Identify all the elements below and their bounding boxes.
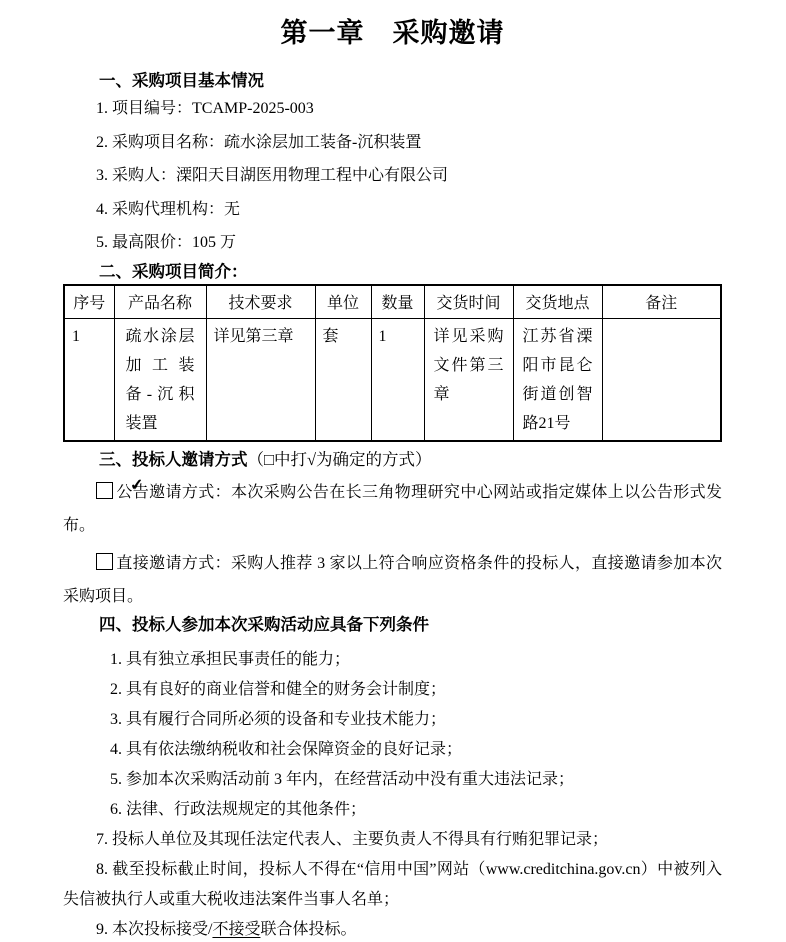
- table-row: [64, 318, 721, 441]
- condition-item-4: 4. 具有依法缴纳税收和社会保障资金的良好记录；: [110, 740, 463, 758]
- table-header-row: [64, 285, 721, 319]
- col-header-unit: 单位: [315, 285, 371, 319]
- basic-info-item-1: 1. 项目编号：TCAMP-2025-003: [96, 100, 314, 117]
- condition-item-2: 2. 具有良好的商业信誉和健全的财务会计制度；: [110, 680, 447, 698]
- section-3-heading-text: 三、投标人邀请方式: [99, 449, 248, 469]
- col-header-remark: 备注: [602, 285, 721, 319]
- section-4-items: [63, 645, 722, 942]
- condition-item-9-prefix: 9. 本次投标接受/: [96, 920, 213, 938]
- col-header-product: 产品名称: [114, 285, 206, 319]
- col-header-qty: 数量: [371, 285, 424, 319]
- condition-item-9-underlined: 不接受: [212, 920, 261, 938]
- col-header-seq: 序号: [64, 285, 114, 319]
- invitation-option-direct: [63, 547, 722, 613]
- condition-item-3: 3. 具有履行合同所必须的设备和专业技术能力；: [110, 710, 447, 728]
- condition-item-6: 6. 法律、行政法规规定的其他条件；: [110, 800, 367, 818]
- cell-remark: [602, 318, 721, 441]
- option-announcement-text: 公告邀请方式：本次采购公告在长三角物理研究中心网站或指定媒体上以公告形式发布。: [63, 483, 722, 534]
- section-2-heading: 二、采购项目简介：: [99, 261, 248, 281]
- cell-delivery-place: 江苏省溧阳市昆仑街道创智路21号: [513, 318, 602, 441]
- section-4-heading: 四、投标人参加本次采购活动应具备下列条件: [99, 614, 429, 634]
- checkbox-checked-icon: [96, 482, 113, 499]
- basic-info-item-4: 4. 采购代理机构：无: [96, 200, 241, 218]
- procurement-summary-table: [63, 284, 722, 442]
- condition-item-7: 7. 投标人单位及其现任法定代表人、主要负责人不得具有行贿犯罪记录；: [96, 830, 609, 848]
- chapter-title: 第一章 采购邀请: [280, 18, 505, 48]
- cell-qty: 1: [371, 318, 424, 441]
- invitation-option-announcement: [63, 476, 722, 542]
- condition-item-5: 5. 参加本次采购活动前 3 年内，在经营活动中没有重大违法记录；: [110, 770, 575, 788]
- section-1-heading: 一、采购项目基本情况: [99, 71, 264, 90]
- cell-tech: 详见第三章: [206, 318, 315, 441]
- cell-delivery-time: 详见采购文件第三章: [424, 318, 513, 441]
- col-header-tech: 技术要求: [206, 285, 315, 319]
- condition-item-1: 1. 具有独立承担民事责任的能力；: [110, 650, 351, 668]
- basic-info-item-5: 5. 最高限价：105 万: [96, 234, 237, 251]
- col-header-delivery-time: 交货时间: [424, 285, 513, 319]
- cell-unit: 套: [315, 318, 371, 441]
- condition-item-8: 8. 截至投标截止时间，投标人不得在“信用中国”网站（www.creditchina.gov.cn）中被列入失信被执行人或重大税收违法案件当事人名单；: [63, 860, 722, 908]
- cell-seq: 1: [64, 318, 114, 441]
- section-3-heading-note: （□中打√为确定的方式）: [247, 449, 432, 469]
- basic-info-item-3: 3. 采购人：溧阳天目湖医用物理工程中心有限公司: [96, 167, 449, 184]
- condition-item-9: [63, 915, 722, 942]
- section-3-heading: [63, 449, 722, 471]
- col-header-delivery-place: 交货地点: [513, 285, 602, 319]
- basic-info-item-2: 2. 采购项目名称：疏水涂层加工装备-沉积装置: [96, 133, 422, 151]
- section-1-items: [63, 92, 722, 260]
- cell-product: 疏水涂层加工装备-沉积装置: [114, 318, 206, 441]
- option-direct-text: 直接邀请方式：采购人推荐 3 家以上符合响应资格条件的投标人，直接邀请参加本次采购项目。: [63, 554, 722, 605]
- condition-item-9-suffix: 联合体投标。: [260, 920, 357, 938]
- checkbox-unchecked-icon: [96, 553, 113, 570]
